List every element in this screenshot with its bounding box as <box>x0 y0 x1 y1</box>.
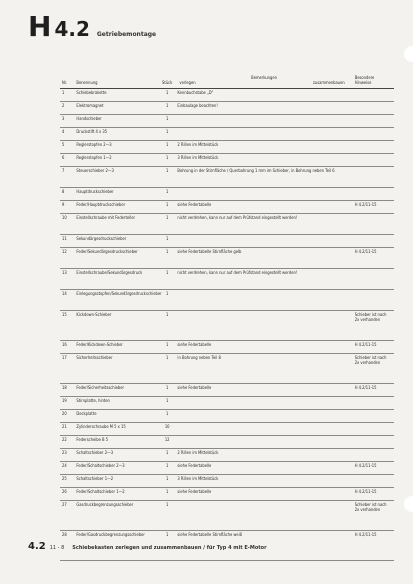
col-header-bemerkung-title: Bemerkungen <box>251 74 277 80</box>
row-nr: 3 <box>62 116 65 121</box>
table-row <box>60 436 394 449</box>
row-bemerkung <box>175 128 352 141</box>
row-bemerkung: Einbaulage beachten! <box>177 103 218 108</box>
footer-page-number: 11 - 8 <box>49 545 65 551</box>
table-row <box>60 167 394 188</box>
row-nr: 26 <box>62 489 67 494</box>
page-header <box>28 10 156 43</box>
row-stueck: 10 <box>164 424 170 429</box>
row-stueck: 1 <box>166 385 169 390</box>
row-stueck: 1 <box>166 398 169 403</box>
col-header-verlegen: verlegen <box>179 79 196 85</box>
row-hinweise: H 4.2/11-15 <box>354 249 377 254</box>
table-header-row <box>60 62 394 89</box>
row-hinweise: H 4.2/11-15 <box>354 532 377 537</box>
row-hinweise <box>353 154 394 167</box>
row-hinweise <box>353 235 394 248</box>
row-nr: 22 <box>62 437 67 442</box>
row-nr: 24 <box>62 463 67 468</box>
row-stueck: 1 <box>166 502 169 507</box>
row-bezeichnung: Einlegungsstopfen/Sekundärgesdruckschieber <box>76 291 162 296</box>
row-nr: 1 <box>62 90 65 95</box>
table-row <box>60 423 394 436</box>
row-stueck: 1 <box>166 142 169 147</box>
row-hinweise: Schieber ist nach 2x verhanden <box>354 502 387 513</box>
table-row <box>60 341 394 354</box>
table-row <box>60 235 394 248</box>
row-bemerkung <box>175 423 352 436</box>
row-nr: 9 <box>62 202 65 207</box>
row-hinweise <box>353 397 394 410</box>
table-row <box>60 128 394 141</box>
row-bemerkung: nicht verdrehen, kann nur auf dem Prüfstand eingestellt werden! <box>177 270 298 275</box>
row-hinweise <box>353 188 394 201</box>
row-stueck: 12 <box>164 437 170 442</box>
row-bezeichnung: Feder/Sekundärgesdruckschieber <box>76 249 138 254</box>
row-bezeichnung: Feder/Kickdown-Schieber <box>76 342 123 347</box>
row-nr: 7 <box>62 168 65 173</box>
row-bezeichnung: Hauptdruckschieber <box>76 189 114 194</box>
col-header-stueck: Stück <box>162 79 173 85</box>
row-bemerkung: in Bohrung neben Teil 8 <box>177 355 221 360</box>
row-bemerkung: siehe Federtabelle <box>177 463 212 468</box>
row-bemerkung <box>175 436 352 449</box>
row-bemerkung <box>175 410 352 423</box>
row-bezeichnung: Schiebebrakette <box>76 90 107 95</box>
row-stueck: 1 <box>166 249 169 254</box>
row-stueck: 1 <box>166 312 169 317</box>
row-bezeichnung: Stirnplatte, hinten <box>76 398 110 403</box>
parts-table <box>60 62 394 561</box>
row-bezeichnung: Federscheibe B 5 <box>76 437 109 442</box>
row-nr: 10 <box>62 215 67 220</box>
row-hinweise <box>353 214 394 235</box>
row-hinweise <box>353 269 394 290</box>
row-nr: 8 <box>62 189 65 194</box>
row-nr: 23 <box>62 450 67 455</box>
row-nr: 4 <box>62 129 65 134</box>
row-hinweise <box>353 449 394 462</box>
section-number: 4.2 <box>54 17 90 41</box>
table-row <box>60 290 394 311</box>
row-stueck: 1 <box>166 116 169 121</box>
row-hinweise <box>353 423 394 436</box>
row-bemerkung <box>175 397 352 410</box>
row-bezeichnung: Gasdruckbegrenzungsschieber <box>76 502 134 507</box>
row-bezeichnung: Reglerstopfen 2—3 <box>76 142 112 147</box>
col-header-hinweise: Besondere Hinweise <box>354 74 375 85</box>
row-bezeichnung: Feder/Schaltschieber 1—2 <box>76 489 125 494</box>
binder-hole-top <box>404 46 413 62</box>
row-stueck: 1 <box>166 411 169 416</box>
parts-table-body <box>60 89 394 561</box>
row-stueck: 1 <box>166 532 169 537</box>
row-bezeichnung: Einstellschraube/Sekundärgesdruck <box>76 270 143 275</box>
row-hinweise <box>353 115 394 128</box>
row-stueck: 1 <box>166 489 169 494</box>
col-header-nr: Nr. <box>62 79 68 85</box>
row-nr: 15 <box>62 312 67 317</box>
table-row <box>60 154 394 167</box>
row-hinweise: H 4.2/11-15 <box>354 202 377 207</box>
footer-title: Schiebekasten zerlegen und zusammenbauen / für Typ 4 mit E-Motor <box>72 545 267 551</box>
row-hinweise <box>353 128 394 141</box>
row-bemerkung: 3 Rillen im Mittelstück <box>177 155 219 160</box>
row-bemerkung: siehe Federtabelle <box>177 385 212 390</box>
row-bezeichnung: Schaltschieber 1—2 <box>76 476 114 481</box>
row-nr: 17 <box>62 355 67 360</box>
row-nr: 2 <box>62 103 65 108</box>
row-stueck: 1 <box>166 215 169 220</box>
col-header-zusammenbauen: zusammenbauen <box>312 79 345 85</box>
row-nr: 6 <box>62 155 65 160</box>
row-bezeichnung: Steuerschieber 2—3 <box>76 168 114 173</box>
row-hinweise <box>353 89 394 102</box>
row-hinweise <box>353 436 394 449</box>
row-nr: 12 <box>62 249 67 254</box>
row-stueck: 1 <box>166 189 169 194</box>
row-nr: 5 <box>62 142 65 147</box>
row-hinweise <box>353 410 394 423</box>
row-stueck: 1 <box>166 236 169 241</box>
row-nr: 18 <box>62 385 67 390</box>
row-bemerkung: nicht verdrehen, kann nur auf dem Prüfstand eingestellt werden! <box>177 215 298 220</box>
row-bezeichnung: Zylinderschraube M 5 x 15 <box>76 424 126 429</box>
row-bezeichnung: Kickdown-Schieber <box>76 312 112 317</box>
binder-hole-bottom <box>404 496 413 512</box>
row-nr: 11 <box>62 236 67 241</box>
col-header-bemerkung <box>175 62 352 89</box>
table-row <box>60 102 394 115</box>
footer-section-number: 4.2 <box>28 541 46 552</box>
row-bezeichnung: Feder/Sicherheitsschieber <box>76 385 125 390</box>
table-row <box>60 188 394 201</box>
table-row <box>60 397 394 410</box>
row-nr: 20 <box>62 411 67 416</box>
row-stueck: 1 <box>166 168 169 173</box>
table-row <box>60 141 394 154</box>
row-bemerkung: siehe Federtabelle <box>177 489 212 494</box>
row-bezeichnung: Feder/Gasdruckbegrenzungsschieber <box>76 532 145 537</box>
row-stueck: 1 <box>166 476 169 481</box>
row-bezeichnung: Deckplatte <box>76 411 97 416</box>
row-stueck: 1 <box>166 342 169 347</box>
table-row <box>60 475 394 488</box>
table-row <box>60 201 394 214</box>
row-stueck: 1 <box>166 463 169 468</box>
row-bezeichnung: Feder/Schaltschieber 2—3 <box>76 463 125 468</box>
table-row <box>60 449 394 462</box>
table-row <box>60 410 394 423</box>
row-stueck: 1 <box>166 155 169 160</box>
row-bemerkung <box>175 188 352 201</box>
row-bemerkung: 3 Rillen im Mittelstück <box>177 476 219 481</box>
table-row <box>60 462 394 475</box>
row-bezeichnung: Einstellschraube mit Federteller <box>76 215 135 220</box>
row-bemerkung <box>175 235 352 248</box>
row-bemerkung: siehe Federtabelle Stirnfläche weiß <box>177 532 243 537</box>
table-row <box>60 384 394 397</box>
table-row <box>60 89 394 102</box>
row-hinweise: H 4.2/11-15 <box>354 463 377 468</box>
row-bezeichnung: Sicherheitsschieber <box>76 355 113 360</box>
row-bemerkung <box>175 501 352 531</box>
table-row <box>60 501 394 531</box>
row-nr: 13 <box>62 270 67 275</box>
row-hinweise: Schieber ist nach 2x verhanden <box>354 312 387 323</box>
table-row <box>60 354 394 384</box>
row-nr: 25 <box>62 476 67 481</box>
table-row <box>60 269 394 290</box>
row-bezeichnung: Feder/Hauptdruckschieber <box>76 202 126 207</box>
row-bemerkung: Bohrung in der Stirnfläche / Querbohrung 1 mm im Schieber, in Bohrung neben Teil 6 <box>177 168 335 173</box>
table-row <box>60 214 394 235</box>
row-hinweise: H 4.2/11-15 <box>354 489 377 494</box>
row-bemerkung: 2 Rillen im Mittelstück <box>177 450 219 455</box>
row-hinweise <box>353 475 394 488</box>
row-stueck: 1 <box>166 103 169 108</box>
table-row <box>60 115 394 128</box>
row-nr: 16 <box>62 342 67 347</box>
row-bezeichnung: Handschieber <box>76 116 102 121</box>
row-hinweise <box>353 290 394 311</box>
row-nr: 28 <box>62 532 67 537</box>
row-nr: 14 <box>62 291 67 296</box>
row-bemerkung: siehe Federtabelle Stirnfläche gelb <box>177 249 242 254</box>
row-bezeichnung: Schaltschieber 2—3 <box>76 450 114 455</box>
row-bemerkung <box>175 115 352 128</box>
row-bezeichnung: Sekundärgesdruckschieber <box>76 236 127 241</box>
row-stueck: 1 <box>166 270 169 275</box>
row-stueck: 1 <box>166 450 169 455</box>
row-stueck: 1 <box>166 355 169 360</box>
row-hinweise: H 4.2/11-15 <box>354 342 377 347</box>
row-bezeichnung: Druckstift 4 x 35 <box>76 129 108 134</box>
section-letter: H <box>28 10 51 43</box>
row-bemerkung <box>175 311 352 341</box>
row-nr: 19 <box>62 398 67 403</box>
row-stueck: 1 <box>166 90 169 95</box>
row-stueck: 1 <box>166 129 169 134</box>
row-stueck: 1 <box>166 202 169 207</box>
table-row <box>60 311 394 341</box>
table-row <box>60 488 394 501</box>
row-bemerkung: Kennbuchstabe „D“ <box>177 90 214 95</box>
row-stueck: 1 <box>166 291 169 296</box>
row-bezeichnung: Reglerstopfen 1—2 <box>76 155 112 160</box>
row-hinweise <box>353 102 394 115</box>
col-header-bezeichnung: Benennung <box>76 79 98 85</box>
row-bezeichnung: Elektromagnet <box>76 103 104 108</box>
row-hinweise: Schieber ist nach 2x verhanden <box>354 355 387 366</box>
row-hinweise <box>353 167 394 188</box>
row-bemerkung: 2 Rillen im Mittelstück <box>177 142 219 147</box>
row-hinweise: H 4.2/11-15 <box>354 385 377 390</box>
row-bemerkung: siehe Federtabelle <box>177 342 212 347</box>
page-footer <box>28 541 267 552</box>
row-nr: 27 <box>62 502 67 507</box>
row-bemerkung <box>175 290 352 311</box>
section-title: Getriebemontage <box>96 31 157 38</box>
row-nr: 21 <box>62 424 67 429</box>
table-row <box>60 248 394 269</box>
row-bemerkung: siehe Federtabelle <box>177 202 212 207</box>
row-hinweise <box>353 141 394 154</box>
